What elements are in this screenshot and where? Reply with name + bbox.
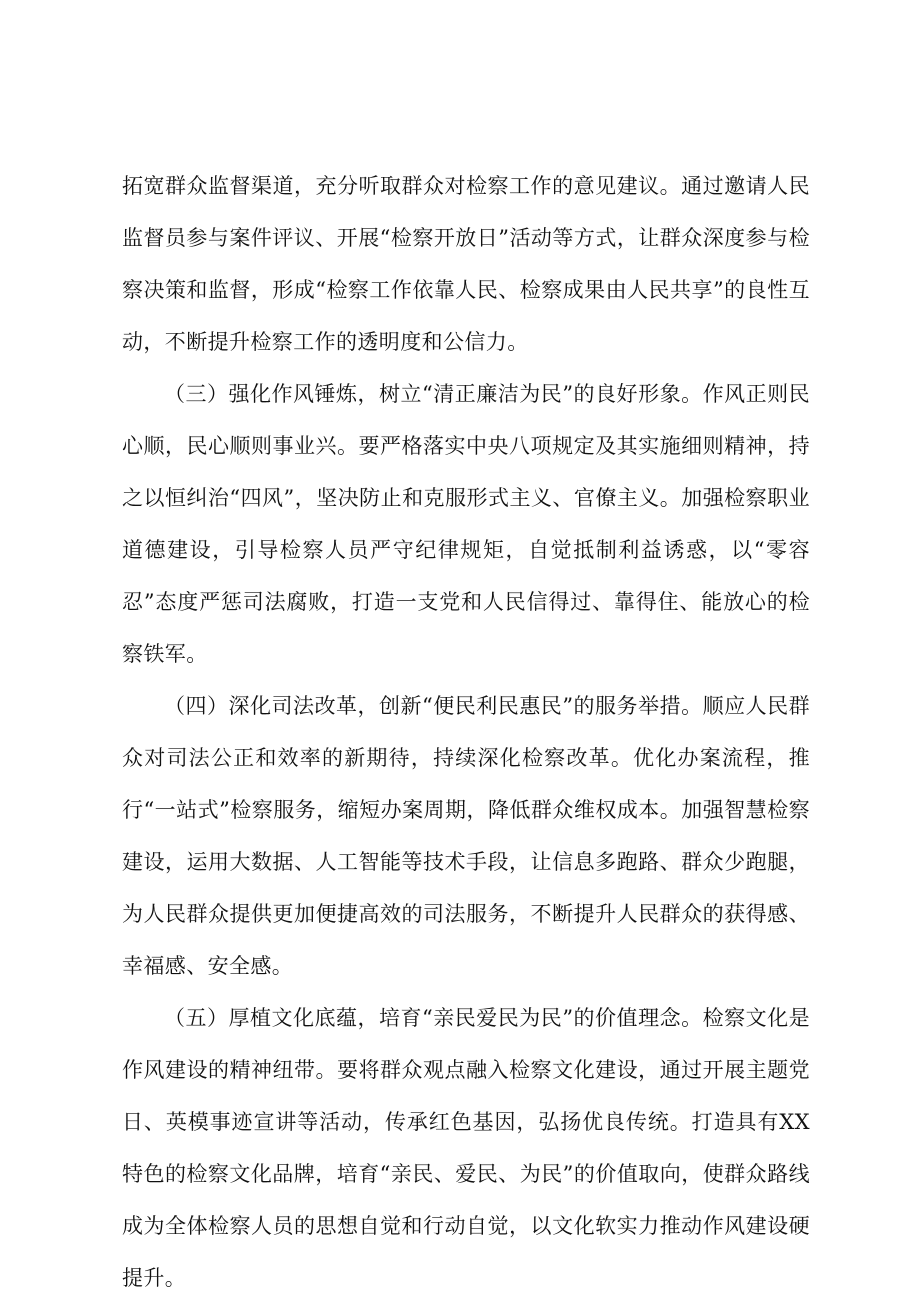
paragraph-section-5: （五）厚植文化底蕴，培育“亲民爱民为民”的价值理念。检察文化是作风建设的精神纽带。要将群众观点融入检察文化建设，通过开展主题党日、英模事迹宣讲等活动，传承红色基因，弘扬优良传统。打造具有XX特色的检察文化品牌，培育“亲民、爱民、为民”的价值取向，使群众路线成为全体检察人员的思想自觉和行动自觉，以文化软实力推动作风建设硬提升。 xyxy=(122,1006,810,1290)
paragraph-continuation: 拓宽群众监督渠道，充分听取群众对检察工作的意见建议。通过邀请人民监督员参与案件评议、开展“检察开放日”活动等方式，让群众深度参与检察决策和监督，形成“检察工作依靠人民、检察成果由人民共享”的良性互动，不断提升检察工作的透明度和公信力。 xyxy=(122,174,810,354)
paragraph-section-4: （四）深化司法改革，创新“便民利民惠民”的服务举措。顺应人民群众对司法公正和效率的新期待，持续深化检察改革。优化办案流程，推行“一站式”检察服务，缩短办案周期，降低群众维权成本。加强智慧检察建设，运用大数据、人工智能等技术手段，让信息多跑路、群众少跑腿，为人民群众提供更加便捷高效的司法服务，不断提升人民群众的获得感、幸福感、安全感。 xyxy=(122,694,810,978)
paragraph-section-3: （三）强化作风锤炼，树立“清正廉洁为民”的良好形象。作风正则民心顺，民心顺则事业兴。要严格落实中央八项规定及其实施细则精神，持之以恒纠治“四风”，坚决防止和克服形式主义、官僚主义。加强检察职业道德建设，引导检察人员严守纪律规矩，自觉抵制利益诱惑，以“零容忍”态度严惩司法腐败，打造一支党和人民信得过、靠得住、能放心的检察铁军。 xyxy=(122,382,810,666)
document-body xyxy=(122,160,810,1304)
